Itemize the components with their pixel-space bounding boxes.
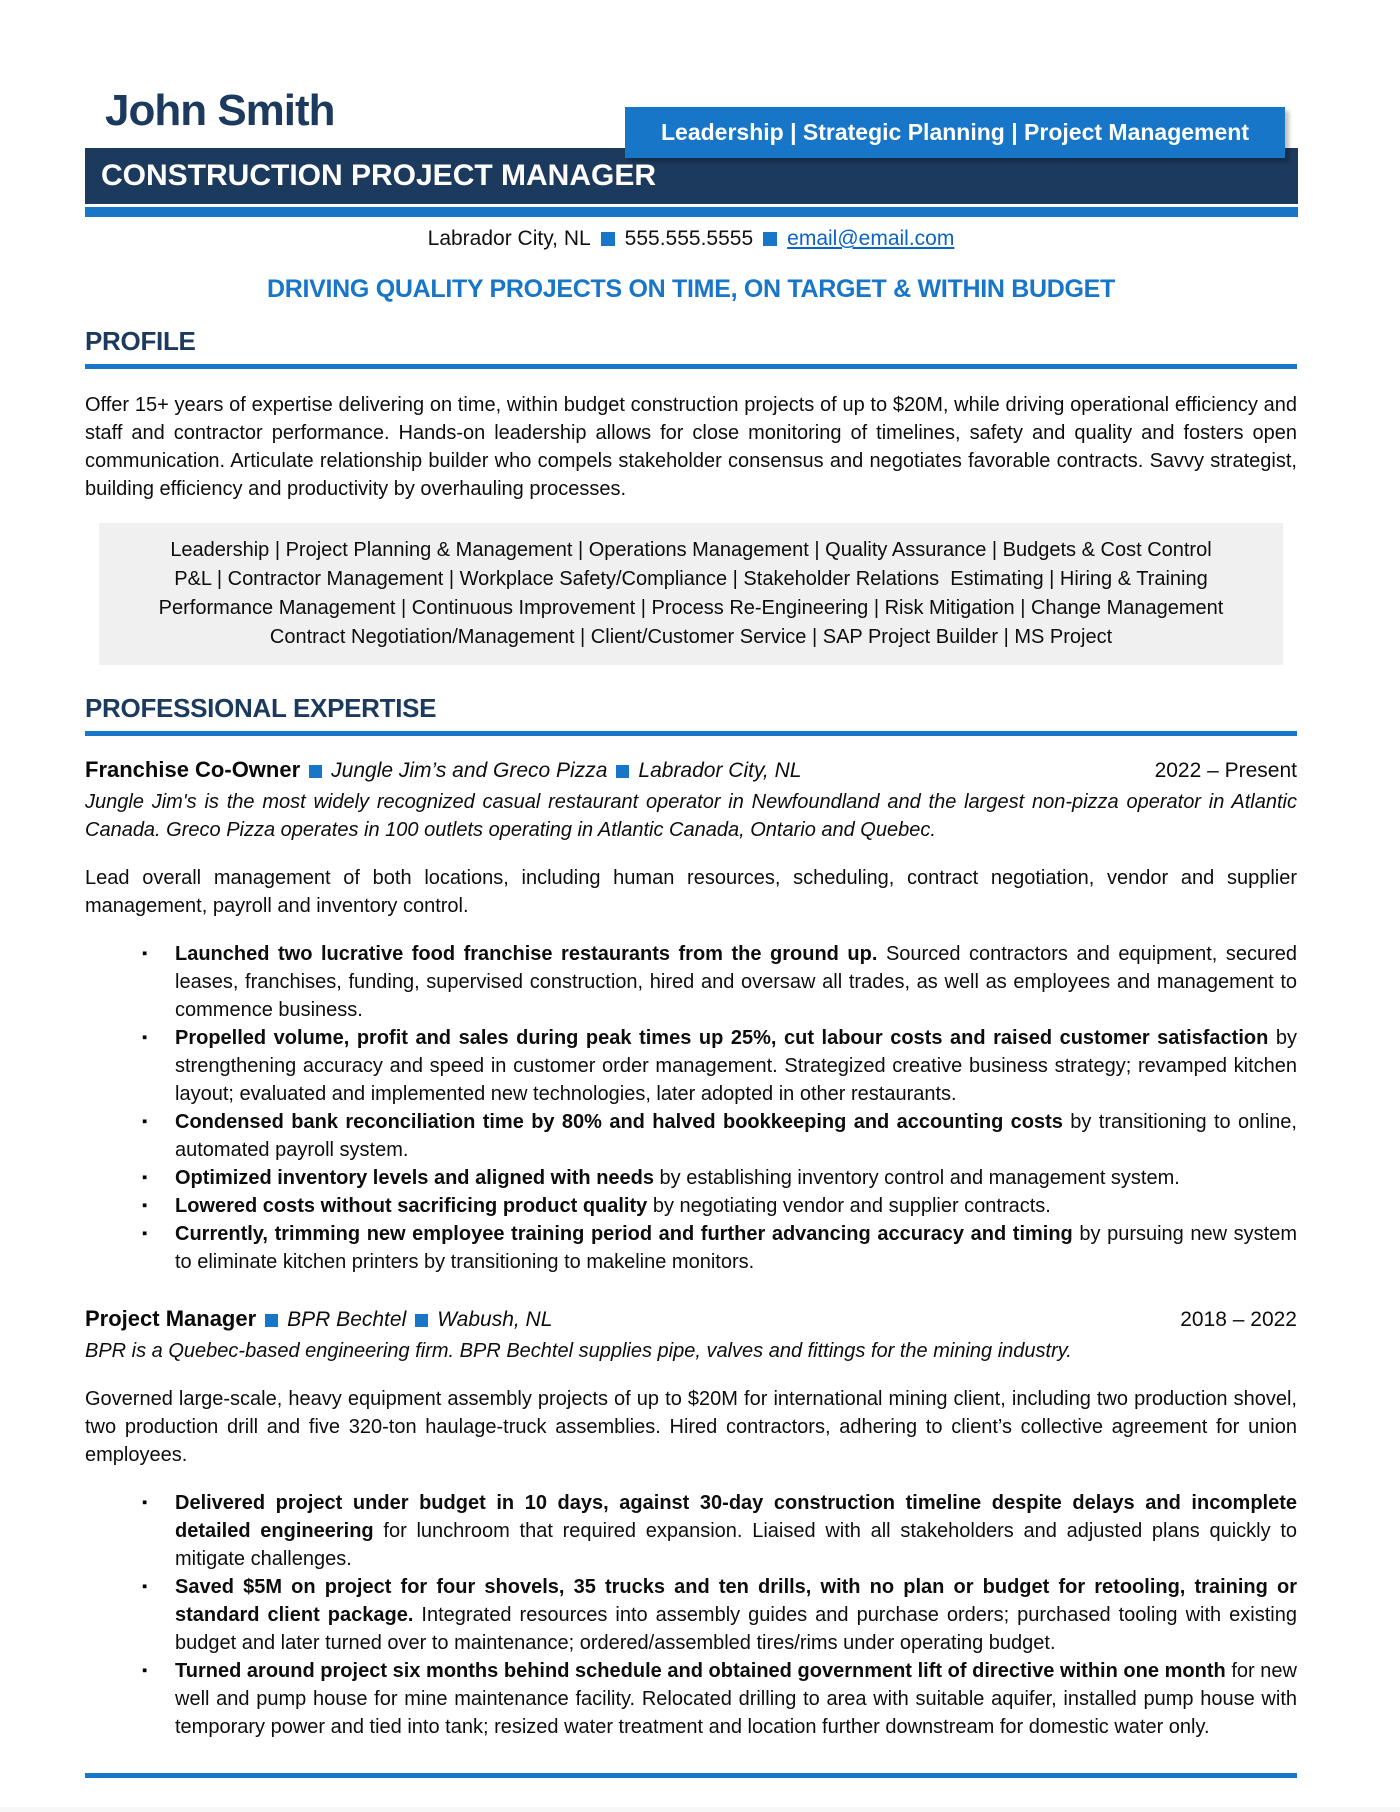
job-bullets bbox=[85, 940, 1297, 1276]
bullet-rest-text: for new well and pump house for mine maintenance facility. Relocated drilling to area with suitable aquifer, installed pump house with temporary power and tied into tank; resized water treatment and location further downstream for domestic water only. bbox=[175, 1660, 1297, 1739]
bullet-bold-text: Condensed bank reconciliation time by 80% and halved bookkeeping and accounting costs bbox=[175, 1111, 1063, 1134]
separator-square-icon bbox=[601, 232, 615, 246]
separator-square-icon bbox=[616, 765, 629, 778]
job-title: CONSTRUCTION PROJECT MANAGER bbox=[101, 159, 657, 192]
bullet-rest-text: for lunchroom that required expansion. Liaised with all stakeholders and adjusted plans quickly to mitigate challenges. bbox=[175, 1520, 1297, 1571]
bullet-item bbox=[85, 1573, 1297, 1657]
bullet-bold-text: Saved $5M on project for four shovels, 35 trucks and ten drills, with no plan or budget for retooling, training or standard client package. bbox=[175, 1576, 1297, 1627]
accent-strip bbox=[85, 207, 1298, 217]
bullet-square-icon: ▪ bbox=[142, 1225, 148, 1243]
bullet-square-icon: ▪ bbox=[142, 1113, 148, 1131]
tagline-text: Leadership | Strategic Planning | Project Management bbox=[660, 119, 1249, 145]
bullet-item bbox=[85, 1024, 1297, 1108]
bullet-square-icon: ▪ bbox=[142, 1662, 148, 1680]
candidate-name: John Smith bbox=[105, 86, 335, 135]
bullet-rest-text: by pursuing new system to eliminate kitchen printers by transitioning to makeline monitors. bbox=[175, 1223, 1297, 1274]
bullet-square-icon: ▪ bbox=[142, 1029, 148, 1047]
keywords-line: P&L | Contractor Management | Workplace Safety/Compliance | Stakeholder Relations Estimating | Hiring & Training bbox=[174, 567, 1208, 590]
job-summary: Lead overall management of both locations, including human resources, scheduling, contract negotiation, vendor and supplier management, payroll and inventory control. bbox=[85, 867, 1297, 918]
bullet-item bbox=[85, 1192, 1297, 1220]
tagline-box bbox=[625, 107, 1285, 158]
job-location: Wabush, NL bbox=[437, 1308, 553, 1332]
bullet-bold-text: Lowered costs without sacrificing product quality bbox=[175, 1195, 648, 1218]
job-company: Jungle Jim’s and Greco Pizza bbox=[331, 759, 608, 783]
job-header-left bbox=[85, 757, 801, 783]
bullet-bold-text: Propelled volume, profit and sales during peak times up 25%, cut labour costs and raised customer satisfaction bbox=[175, 1027, 1269, 1050]
job-header-left bbox=[85, 1306, 552, 1332]
bullet-item bbox=[85, 1657, 1297, 1741]
bullet-bold-text: Delivered project under budget in 10 days, against 30-day construction timeline despite delays and incomplete detailed engineering bbox=[175, 1492, 1297, 1543]
keywords-line: Leadership | Project Planning & Management | Operations Management | Quality Assurance | Budgets & Cost Control bbox=[170, 538, 1212, 561]
page-bottom-edge bbox=[0, 1807, 1400, 1812]
bullet-item bbox=[85, 1108, 1297, 1164]
bullet-rest-text: by transitioning to online, automated payroll system. bbox=[175, 1111, 1297, 1162]
job-location: Labrador City, NL bbox=[638, 759, 802, 783]
separator-square-icon bbox=[309, 765, 322, 778]
bullet-item bbox=[85, 1489, 1297, 1573]
section-heading-profile: PROFILE bbox=[85, 326, 1297, 369]
job-bullets bbox=[85, 1489, 1297, 1741]
bullet-bold-text: Turned around project six months behind schedule and obtained government lift of directive within one month bbox=[175, 1660, 1226, 1683]
bullet-rest-text: Integrated resources into assembly guides and purchase orders; purchased tooling with existing budget and later turned over to maintenance; ordered/assembled tires/rims under operating budget. bbox=[175, 1604, 1297, 1655]
keywords-line: Performance Management | Continuous Improvement | Process Re-Engineering | Risk Mitigation | Change Management bbox=[158, 596, 1224, 619]
bullet-square-icon: ▪ bbox=[142, 1494, 148, 1512]
bullet-square-icon: ▪ bbox=[142, 1169, 148, 1187]
job-dates: 2022 – Present bbox=[1154, 759, 1297, 783]
bottom-divider bbox=[85, 1773, 1297, 1778]
bullet-bold-text: Launched two lucrative food franchise restaurants from the ground up. bbox=[175, 943, 878, 966]
job-role: Franchise Co-Owner bbox=[85, 757, 301, 783]
contact-line bbox=[85, 227, 1297, 251]
contact-location: Labrador City, NL bbox=[427, 227, 591, 250]
job-role: Project Manager bbox=[85, 1306, 257, 1332]
bullet-rest-text: by negotiating vendor and supplier contracts. bbox=[647, 1195, 1051, 1218]
job-company: BPR Bechtel bbox=[287, 1308, 407, 1332]
separator-square-icon bbox=[763, 232, 777, 246]
keywords-line: Contract Negotiation/Management | Client/Customer Service | SAP Project Builder | MS Project bbox=[269, 625, 1113, 648]
contact-email-link[interactable]: email@email.com bbox=[787, 227, 955, 250]
resume-header bbox=[0, 0, 1400, 217]
branding-headline: DRIVING QUALITY PROJECTS ON TIME, ON TARGET & WITHIN BUDGET bbox=[266, 275, 1116, 303]
job-dates: 2018 – 2022 bbox=[1180, 1308, 1297, 1332]
job-summary: Governed large-scale, heavy equipment assembly projects of up to $20M for international mining client, including two production shovel, two production drill and five 320-ton haulage-truck assemblies. Hired contractors, adhering to client’s collective agreement for union employees. bbox=[85, 1388, 1297, 1467]
bullet-square-icon: ▪ bbox=[142, 1197, 148, 1215]
bullet-square-icon: ▪ bbox=[142, 945, 148, 963]
separator-square-icon bbox=[415, 1314, 428, 1327]
bullet-item bbox=[85, 1164, 1297, 1192]
bullet-rest-text: by strengthening accuracy and speed in customer order management. Strategized creative business strategy; revamped kitchen layout; evaluated and implemented new technologies, later adopted in other restaurants. bbox=[175, 1027, 1298, 1106]
keywords-box bbox=[99, 523, 1283, 665]
contact-phone: 555.555.5555 bbox=[624, 227, 754, 250]
bullet-bold-text: Optimized inventory levels and aligned with needs bbox=[175, 1167, 654, 1190]
company-description: BPR is a Quebec-based engineering firm. BPR Bechtel supplies pipe, valves and fittings for the mining industry. bbox=[85, 1340, 1072, 1363]
job-header bbox=[85, 1306, 1297, 1332]
job-header bbox=[85, 757, 1297, 783]
bullet-rest-text: by establishing inventory control and management system. bbox=[654, 1167, 1180, 1190]
bullet-rest-text: Sourced contractors and equipment, secured leases, franchises, funding, supervised construction, hired and oversaw all trades, as well as employees and management to commence business. bbox=[175, 943, 1297, 1022]
resume-body bbox=[0, 227, 1400, 1778]
bullet-item bbox=[85, 1220, 1297, 1276]
company-description: Jungle Jim's is the most widely recognized casual restaurant operator in Newfoundland and the largest non-pizza operator in Atlantic Canada. Greco Pizza operates in 100 outlets operating in Atlantic Canada, Ontario and Quebec. bbox=[85, 791, 1297, 842]
section-heading-expertise: PROFESSIONAL EXPERTISE bbox=[85, 693, 1297, 736]
profile-paragraph: Offer 15+ years of expertise delivering on time, within budget construction projects of up to $20M, while driving operational efficiency and staff and contractor performance. Hands-on leadership allows for close monitoring of timelines, safety and quality and fosters open communication. Articulate relationship builder who compels stakeholder consensus and negotiates favorable contracts. Savvy strategist, building efficiency and productivity by overhauling processes. bbox=[85, 393, 1297, 500]
bullet-bold-text: Currently, trimming new employee training period and further advancing accuracy and timing bbox=[175, 1223, 1073, 1246]
bullet-item bbox=[85, 940, 1297, 1024]
separator-square-icon bbox=[265, 1314, 278, 1327]
bullet-square-icon: ▪ bbox=[142, 1578, 148, 1596]
